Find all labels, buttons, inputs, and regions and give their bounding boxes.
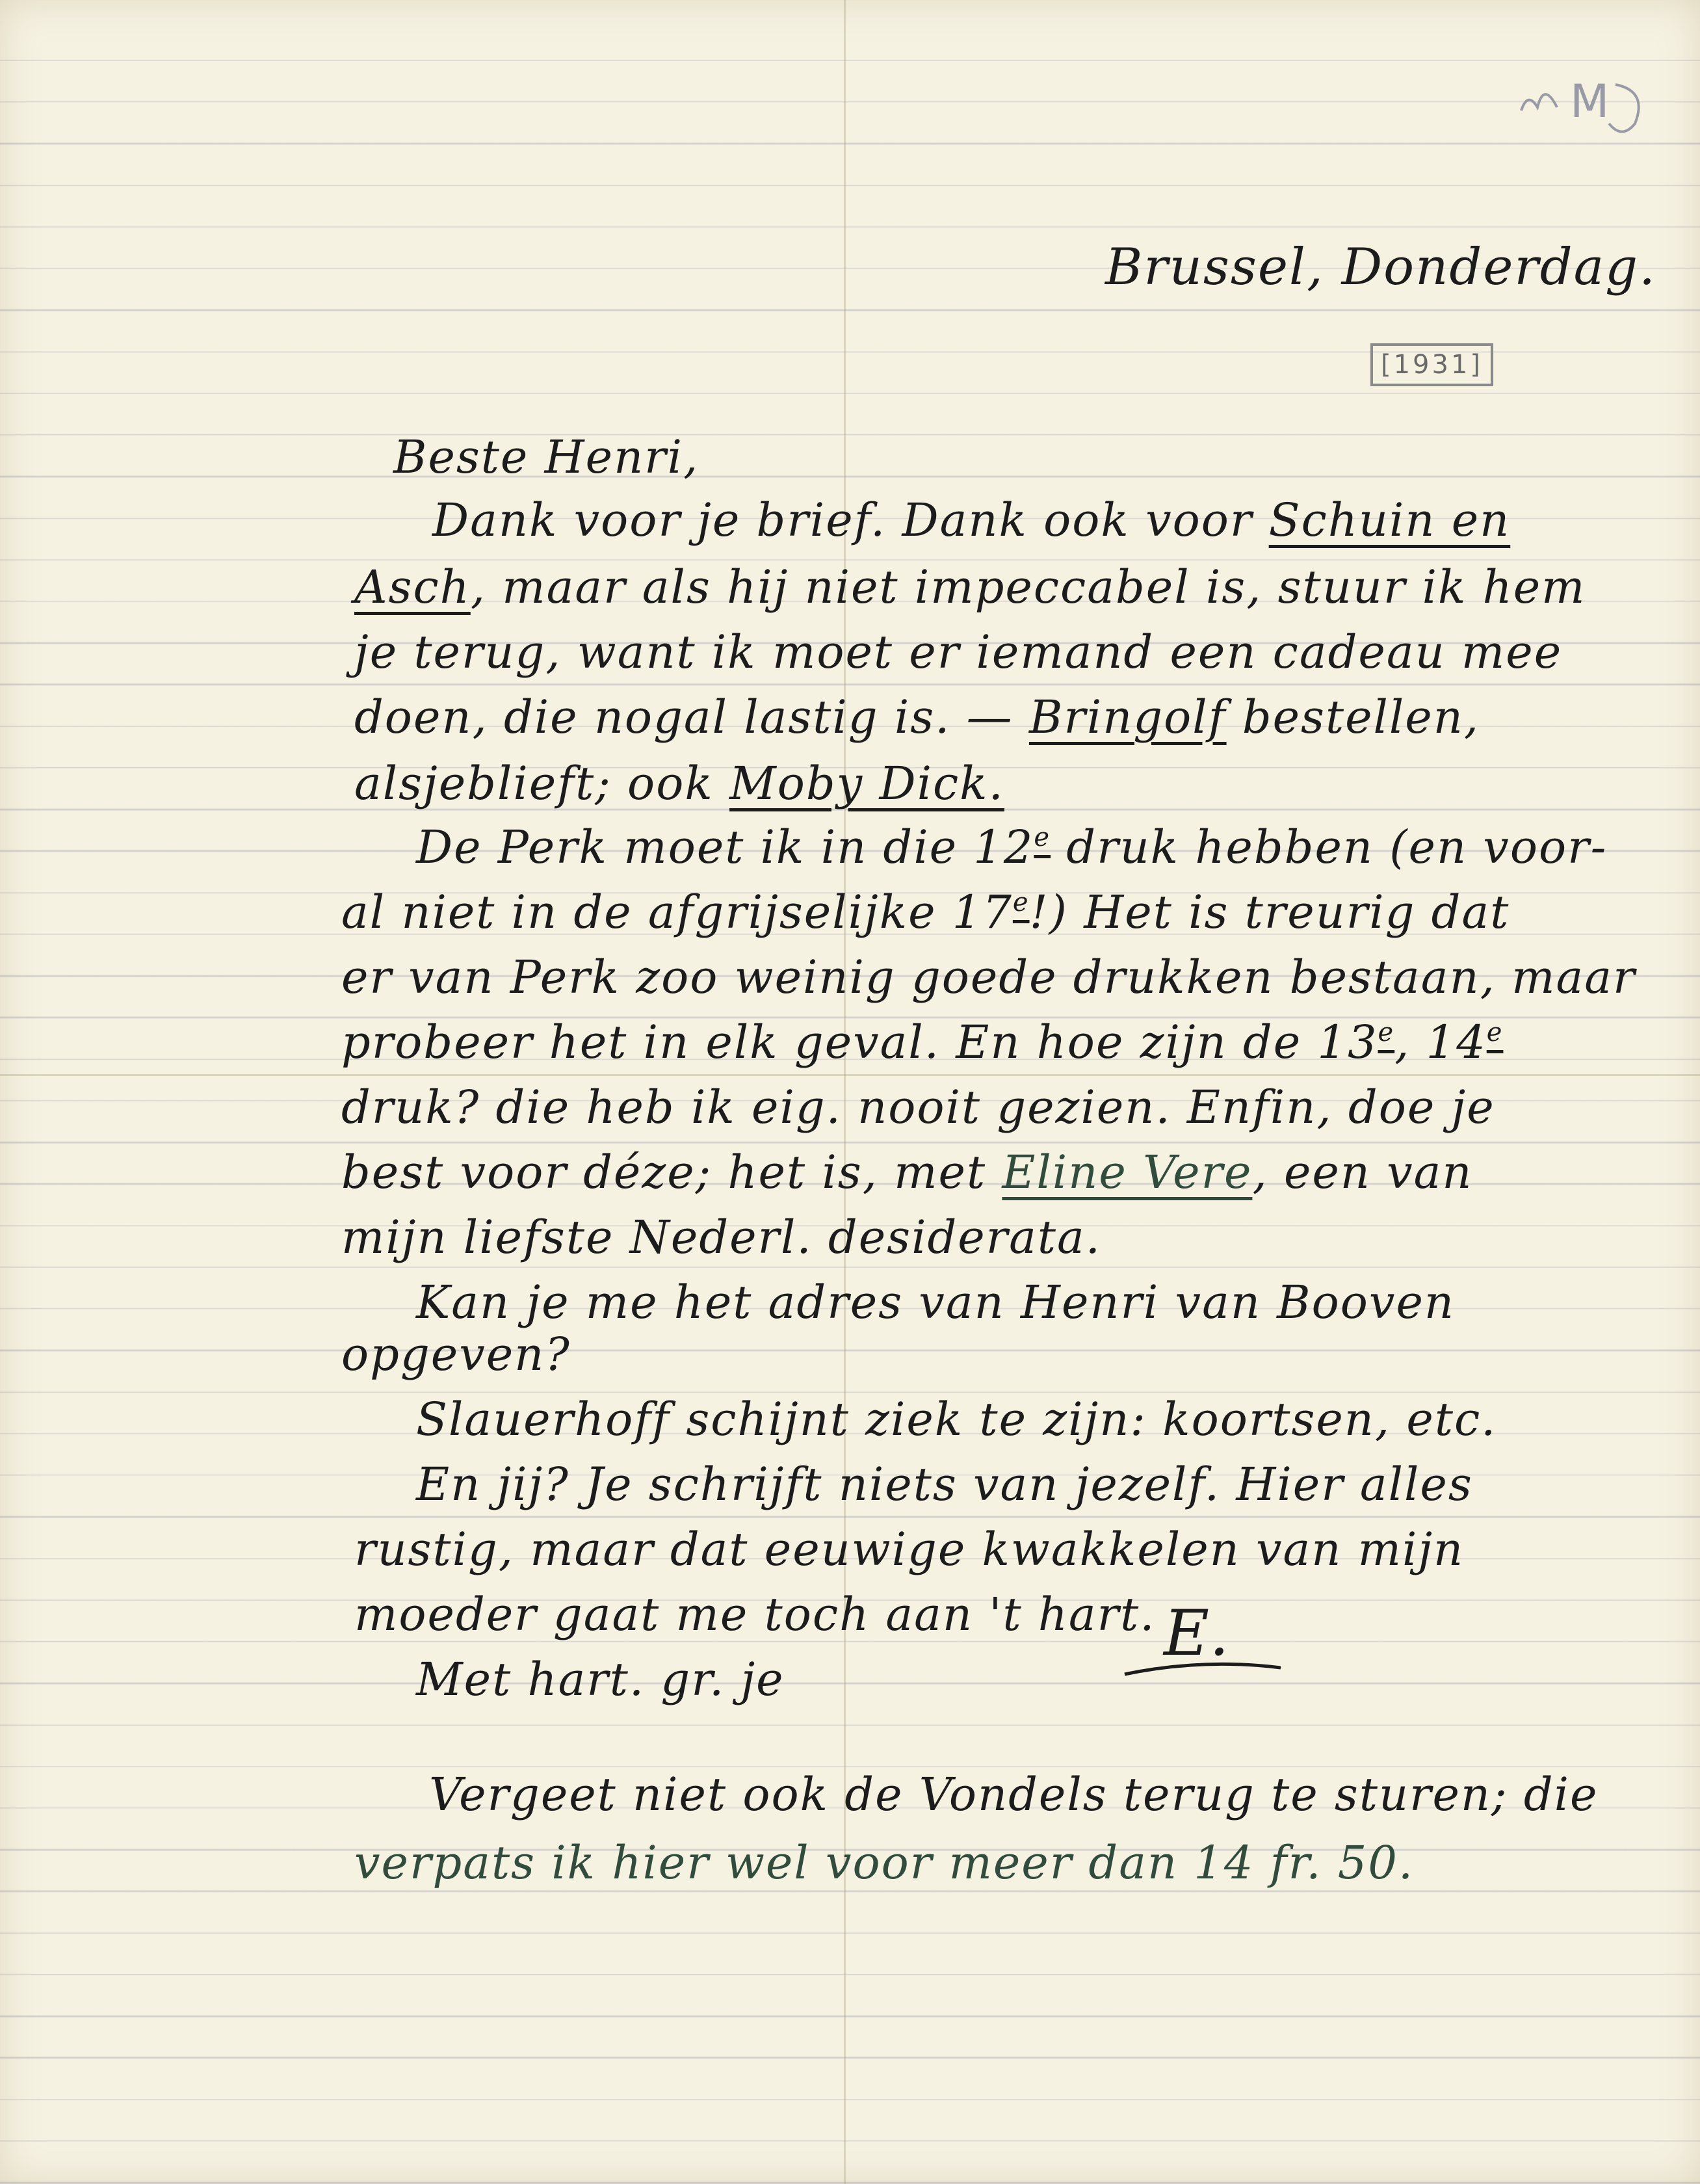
letter-line-12: mijn liefste Nederl. desiderata. xyxy=(341,1211,1101,1264)
text-segment: , 14 xyxy=(1394,1016,1487,1069)
letter-line-5 xyxy=(354,757,1004,810)
letter-line-4 xyxy=(354,691,1480,744)
letter-line-13: Kan je me het adres van Henri van Booven xyxy=(416,1276,1455,1329)
letter-line-15: Slauerhoff schijnt ziek te zijn: koortsen, etc. xyxy=(416,1393,1497,1446)
text-segment: , maar als hij niet impeccabel is, stuur ik hem xyxy=(470,560,1586,614)
ordinal-suffix: e xyxy=(1034,822,1051,852)
text-segment: al niet in de afgrijselijke 17 xyxy=(341,886,1013,939)
letter-line-8: er van Perk zoo weinig goede drukken bestaan, maar xyxy=(341,951,1636,1004)
horizontal-fold-crease xyxy=(0,1074,1700,1076)
letter-line-2 xyxy=(354,560,1586,614)
letter-line-1 xyxy=(432,493,1511,547)
letter-line-14: opgeven? xyxy=(341,1328,571,1381)
book-title-schuin-en-asch-part1: Schuin en xyxy=(1268,493,1511,547)
place-date-line: Brussel, Donderdag. xyxy=(1105,238,1656,296)
salutation: Beste Henri, xyxy=(393,430,700,484)
text-segment: bestellen, xyxy=(1226,691,1480,744)
text-segment: !) Het is treurig dat xyxy=(1029,886,1510,939)
text-segment: druk hebben (en voor- xyxy=(1051,821,1608,874)
archive-mark-letter: M xyxy=(1570,75,1610,128)
ordinal-suffix: e xyxy=(1486,1018,1504,1047)
closing-line: Met hart. gr. je xyxy=(416,1653,785,1706)
letter-line-11 xyxy=(341,1146,1473,1199)
signature xyxy=(1118,1593,1287,1684)
letter-line-16: En jij? Je schrijft niets van jezelf. Hier alles xyxy=(416,1458,1473,1511)
letter-line-9 xyxy=(341,1016,1504,1069)
postscript-line-2: verpats ik hier wel voor meer dan 14 fr. 50. xyxy=(354,1836,1415,1889)
book-title-schuin-en-asch-part2: Asch xyxy=(354,560,471,614)
text-segment: probeer het in elk geval. En hoe zijn de 13 xyxy=(341,1016,1378,1069)
letter-line-7 xyxy=(341,886,1510,939)
text-segment: Dank voor je brief. Dank ook voor xyxy=(432,493,1269,547)
letter-line-10: druk? die heb ik eig. nooit gezien. Enfin, doe je xyxy=(341,1081,1495,1134)
text-segment: alsjeblieft; ook xyxy=(354,757,730,810)
ordinal-suffix: e xyxy=(1012,888,1030,917)
book-title-bringolf: Bringolf xyxy=(1028,691,1227,744)
text-segment: best voor déze; het is, met xyxy=(341,1146,1002,1199)
text-segment: De Perk moet ik in die 12 xyxy=(416,821,1034,874)
letter-line-6 xyxy=(416,821,1608,874)
year-stamp: [1931] xyxy=(1370,343,1493,386)
text-segment: , een van xyxy=(1252,1146,1473,1199)
letter-line-18: moeder gaat me toch aan 't hart. xyxy=(354,1588,1156,1641)
book-title-moby-dick: Moby Dick. xyxy=(729,757,1004,810)
letter-line-3: je terug, want ik moet er iemand een cadeau mee xyxy=(354,625,1563,679)
archive-pencil-mark-icon xyxy=(1508,65,1658,143)
ordinal-suffix: e xyxy=(1378,1018,1395,1047)
postscript-line-1: Vergeet niet ook de Vondels terug te sturen; die xyxy=(429,1768,1599,1821)
book-title-eline-vere: Eline Vere xyxy=(1002,1146,1253,1199)
letter-line-17: rustig, maar dat eeuwige kwakkelen van mijn xyxy=(354,1523,1465,1576)
signature-text: E. xyxy=(1164,1597,1229,1670)
text-segment: doen, die nogal lastig is. — xyxy=(354,691,1029,744)
